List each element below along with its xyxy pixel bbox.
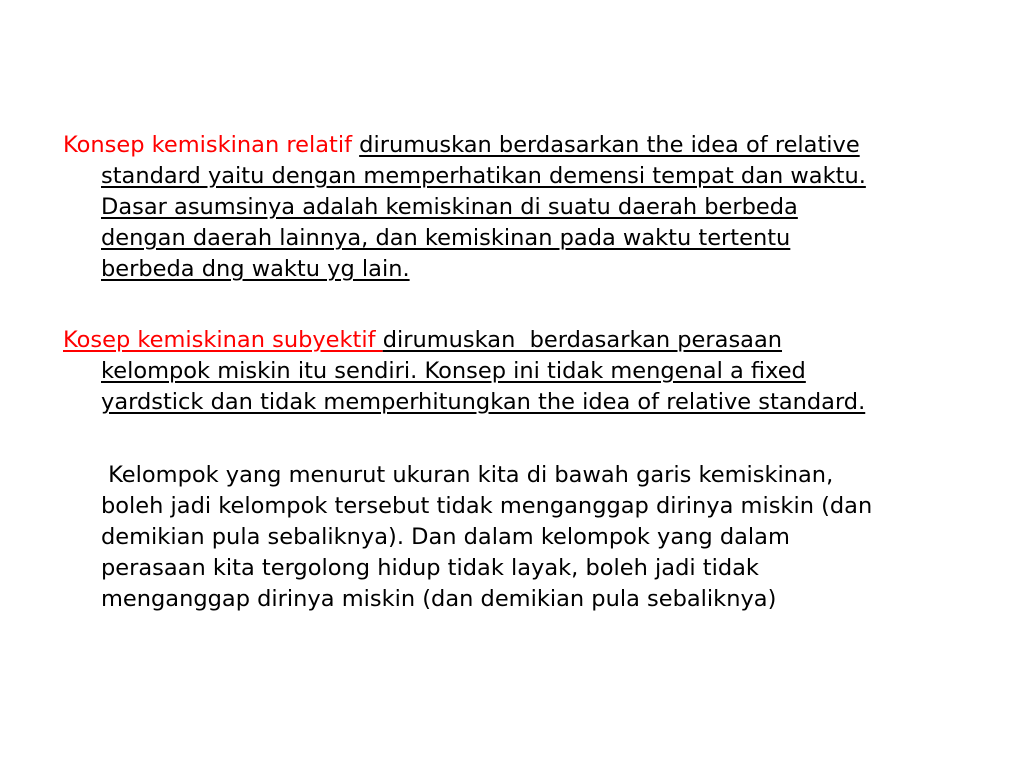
paragraph-line	[63, 460, 963, 491]
paragraph-line	[63, 553, 963, 584]
paragraph-explanation	[63, 460, 963, 615]
paragraph-line	[63, 325, 963, 356]
body-text: Kelompok yang menurut ukuran kita di bawah garis kemiskinan,	[101, 462, 834, 488]
body-text: boleh jadi kelompok tersebut tidak menganggap dirinya miskin (dan	[101, 493, 873, 519]
paragraph-line	[63, 387, 963, 418]
body-text: demikian pula sebaliknya). Dan dalam kelompok yang dalam	[101, 524, 790, 550]
paragraph-line	[63, 356, 963, 387]
body-text: menganggap dirinya miskin (dan demikian pula sebaliknya)	[101, 586, 777, 612]
paragraph-line	[63, 522, 963, 553]
definition-text: kelompok miskin itu sendiri. Konsep ini tidak mengenal a fixed	[101, 358, 806, 384]
body-text: perasaan kita tergolong hidup tidak layak, boleh jadi tidak	[101, 555, 759, 581]
definition-text: dengan daerah lainnya, dan kemiskinan pada waktu tertentu	[101, 225, 791, 251]
paragraph-line	[63, 584, 963, 615]
definition-text: standard yaitu dengan memperhatikan demensi tempat dan waktu.	[101, 163, 866, 189]
paragraph-line	[63, 254, 963, 285]
paragraph-line	[63, 130, 963, 161]
definition-text: dirumuskan berdasarkan the idea of relative	[359, 132, 860, 158]
term-relative-poverty: Konsep kemiskinan relatif	[63, 132, 360, 158]
paragraph-relative-poverty	[63, 130, 963, 285]
definition-text: yardstick dan tidak memperhitungkan the idea of relative standard.	[101, 389, 866, 415]
paragraph-subjective-poverty	[63, 325, 963, 418]
term-subjective-poverty: Kosep kemiskinan subyektif	[63, 327, 383, 353]
paragraph-line	[63, 223, 963, 254]
paragraph-line	[63, 161, 963, 192]
definition-text: berbeda dng waktu yg lain.	[101, 256, 410, 282]
definition-text: dirumuskan berdasarkan perasaan	[382, 327, 783, 353]
definition-text: Dasar asumsinya adalah kemiskinan di suatu daerah berbeda	[101, 194, 798, 220]
paragraph-line	[63, 192, 963, 223]
paragraph-line	[63, 491, 963, 522]
